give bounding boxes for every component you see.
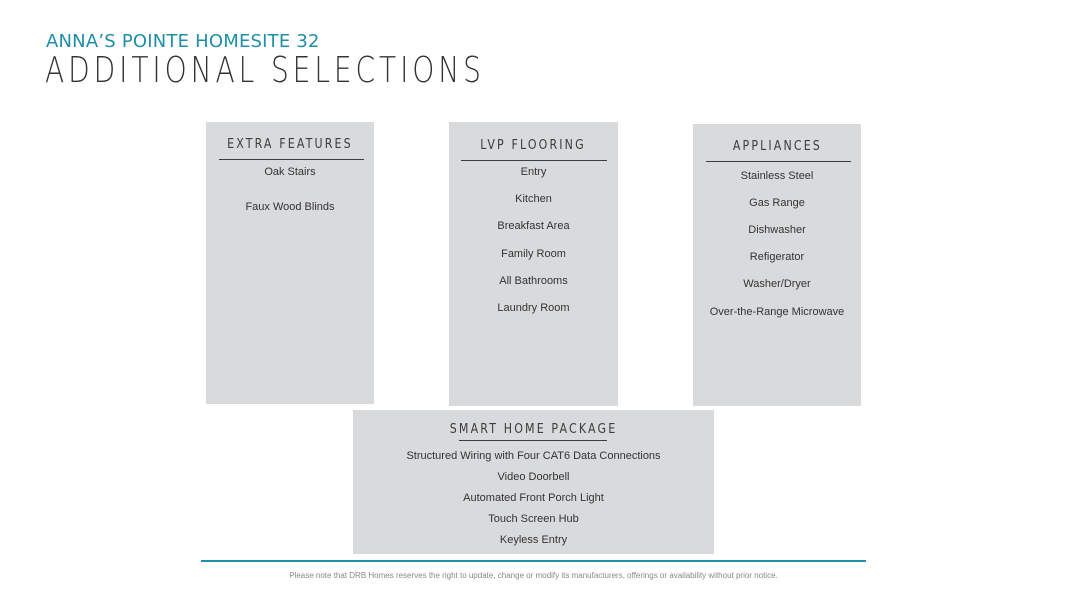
list-item: Dishwasher xyxy=(748,224,806,236)
extra-features-panel xyxy=(206,122,374,404)
panel-heading: APPLIANCES xyxy=(732,139,822,154)
smart-home-panel xyxy=(353,410,714,554)
list-item: Kitchen xyxy=(515,193,552,205)
footer-divider xyxy=(201,560,866,562)
list-item: Structured Wiring with Four CAT6 Data Connections xyxy=(406,450,661,462)
panel-divider xyxy=(461,160,607,161)
list-item: Over-the-Range Microwave xyxy=(709,306,845,318)
list-item: Gas Range xyxy=(749,197,805,209)
panel-divider xyxy=(706,161,851,162)
list-item: Touch Screen Hub xyxy=(488,513,579,525)
list-item: Family Room xyxy=(501,248,566,260)
list-item: All Bathrooms xyxy=(499,275,568,287)
appliances-panel xyxy=(693,124,861,406)
panel-heading: EXTRA FEATURES xyxy=(227,137,353,152)
list-item: Refigerator xyxy=(749,251,805,263)
panel-divider xyxy=(219,159,364,160)
panel-divider xyxy=(459,440,607,441)
list-item: Video Doorbell xyxy=(497,471,570,483)
list-item: Entry xyxy=(520,166,547,178)
list-item: Washer/Dryer xyxy=(743,278,811,290)
footer-disclaimer: Please note that DRB Homes reserves the right to update, change or modify its manufacturers, offerings or availability without prior notice. xyxy=(289,571,778,580)
list-item: Oak Stairs xyxy=(264,166,316,178)
page-subtitle: ANNA’S POINTE HOMESITE 32 xyxy=(46,31,320,52)
list-item: Stainless Steel xyxy=(740,170,814,182)
page-title: ADDITIONAL SELECTIONS xyxy=(45,50,485,91)
panel-heading: LVP FLOORING xyxy=(480,138,587,153)
list-item: Faux Wood Blinds xyxy=(245,201,335,213)
lvp-flooring-panel xyxy=(449,122,618,406)
list-item: Automated Front Porch Light xyxy=(463,492,604,504)
list-item: Keyless Entry xyxy=(499,534,568,546)
list-item: Breakfast Area xyxy=(497,220,570,232)
panel-heading: SMART HOME PACKAGE xyxy=(449,422,618,437)
list-item: Laundry Room xyxy=(497,302,570,314)
